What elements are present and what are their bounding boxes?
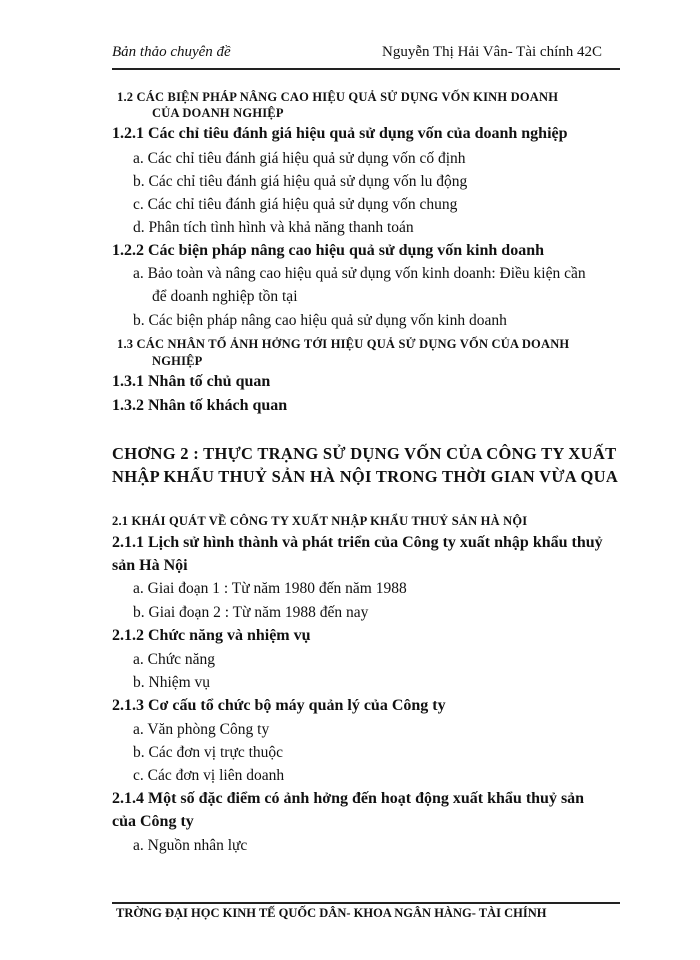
header-author: Nguyễn Thị Hải Vân- Tài chính 42C — [382, 44, 602, 60]
list-item: c. Các chỉ tiêu đánh giá hiệu quả sử dụng vốn chung — [133, 196, 458, 213]
subsection-heading: 1.2.1 Các chỉ tiêu đánh giá hiệu quả sử dụng vốn của doanh nghiệp — [112, 125, 568, 142]
header-left-title: Bản thảo chuyên đề — [112, 44, 231, 60]
list-item: a. Chức năng — [133, 651, 216, 668]
subsection-heading-continued: sản Hà Nội — [112, 557, 188, 574]
subsection-heading: 2.1.1 Lịch sử hình thành và phát triển của Công ty xuất nhập khẩu thuỷ — [112, 534, 603, 551]
section-heading: 1.2 CÁC BIỆN PHÁP NÂNG CAO HIỆU QUẢ SỬ DỤNG VỐN KINH DOANH — [117, 90, 559, 104]
footer-divider — [112, 902, 620, 904]
subsection-heading-continued: của Công ty — [112, 813, 194, 830]
section-heading: 2.1 KHÁI QUÁT VỀ CÔNG TY XUẤT NHẬP KHẨU THUỶ SẢN HÀ NỘI — [112, 514, 528, 528]
page-footer: TRỜNG ĐẠI HỌC KINH TẾ QUỐC DÂN- KHOA NGÂN HÀNG- TÀI CHÍNH — [116, 906, 547, 920]
list-item: a. Nguồn nhân lực — [133, 837, 248, 854]
subsection-heading: 1.3.2 Nhân tố khách quan — [112, 397, 288, 414]
list-item: d. Phân tích tình hình và khả năng thanh toán — [133, 219, 414, 236]
list-item: c. Các đơn vị liên doanh — [133, 767, 285, 784]
chapter-title-continued: NHẬP KHẨU THUỶ SẢN HÀ NỘI TRONG THỜI GIAN VỪA QUA — [112, 467, 619, 486]
subsection-heading: 1.3.1 Nhân tố chủ quan — [112, 373, 271, 390]
section-heading-continued: NGHIỆP — [152, 354, 203, 368]
list-item-continued: để doanh nghiệp tồn tại — [152, 288, 298, 305]
list-item: a. Bảo toàn và nâng cao hiệu quả sử dụng vốn kinh doanh: Điều kiện cần — [133, 265, 586, 282]
list-item: a. Các chỉ tiêu đánh giá hiệu quả sử dụng vốn cố định — [133, 150, 466, 167]
header-divider — [112, 68, 620, 70]
list-item: b. Nhiệm vụ — [133, 674, 211, 691]
section-heading-continued: CỦA DOANH NGHIỆP — [152, 106, 284, 120]
subsection-heading: 2.1.2 Chức năng và nhiệm vụ — [112, 627, 311, 644]
list-item: b. Các biện pháp nâng cao hiệu quả sử dụng vốn kinh doanh — [133, 312, 507, 329]
subsection-heading: 2.1.3 Cơ cấu tổ chức bộ máy quản lý của Công ty — [112, 697, 446, 714]
subsection-heading: 2.1.4 Một số đặc điểm có ảnh hởng đến hoạt động xuất khẩu thuỷ sản — [112, 790, 585, 807]
list-item: b. Các chỉ tiêu đánh giá hiệu quả sử dụng vốn lu động — [133, 173, 468, 190]
page-header — [112, 44, 620, 70]
section-heading: 1.3 CÁC NHÂN TỐ ẢNH HỞNG TỚI HIỆU QUẢ SỬ DỤNG VỐN CỦA DOANH — [117, 337, 570, 351]
list-item: b. Các đơn vị trực thuộc — [133, 744, 284, 761]
subsection-heading: 1.2.2 Các biện pháp nâng cao hiệu quả sử dụng vốn kinh doanh — [112, 242, 544, 259]
list-item: a. Văn phòng Công ty — [133, 721, 270, 738]
list-item: b. Giai đoạn 2 : Từ năm 1988 đến nay — [133, 604, 369, 621]
list-item: a. Giai đoạn 1 : Từ năm 1980 đến năm 1988 — [133, 580, 407, 597]
chapter-title: CHƠNG 2 : THỰC TRẠNG SỬ DỤNG VỐN CỦA CÔNG TY XUẤT — [112, 444, 617, 463]
